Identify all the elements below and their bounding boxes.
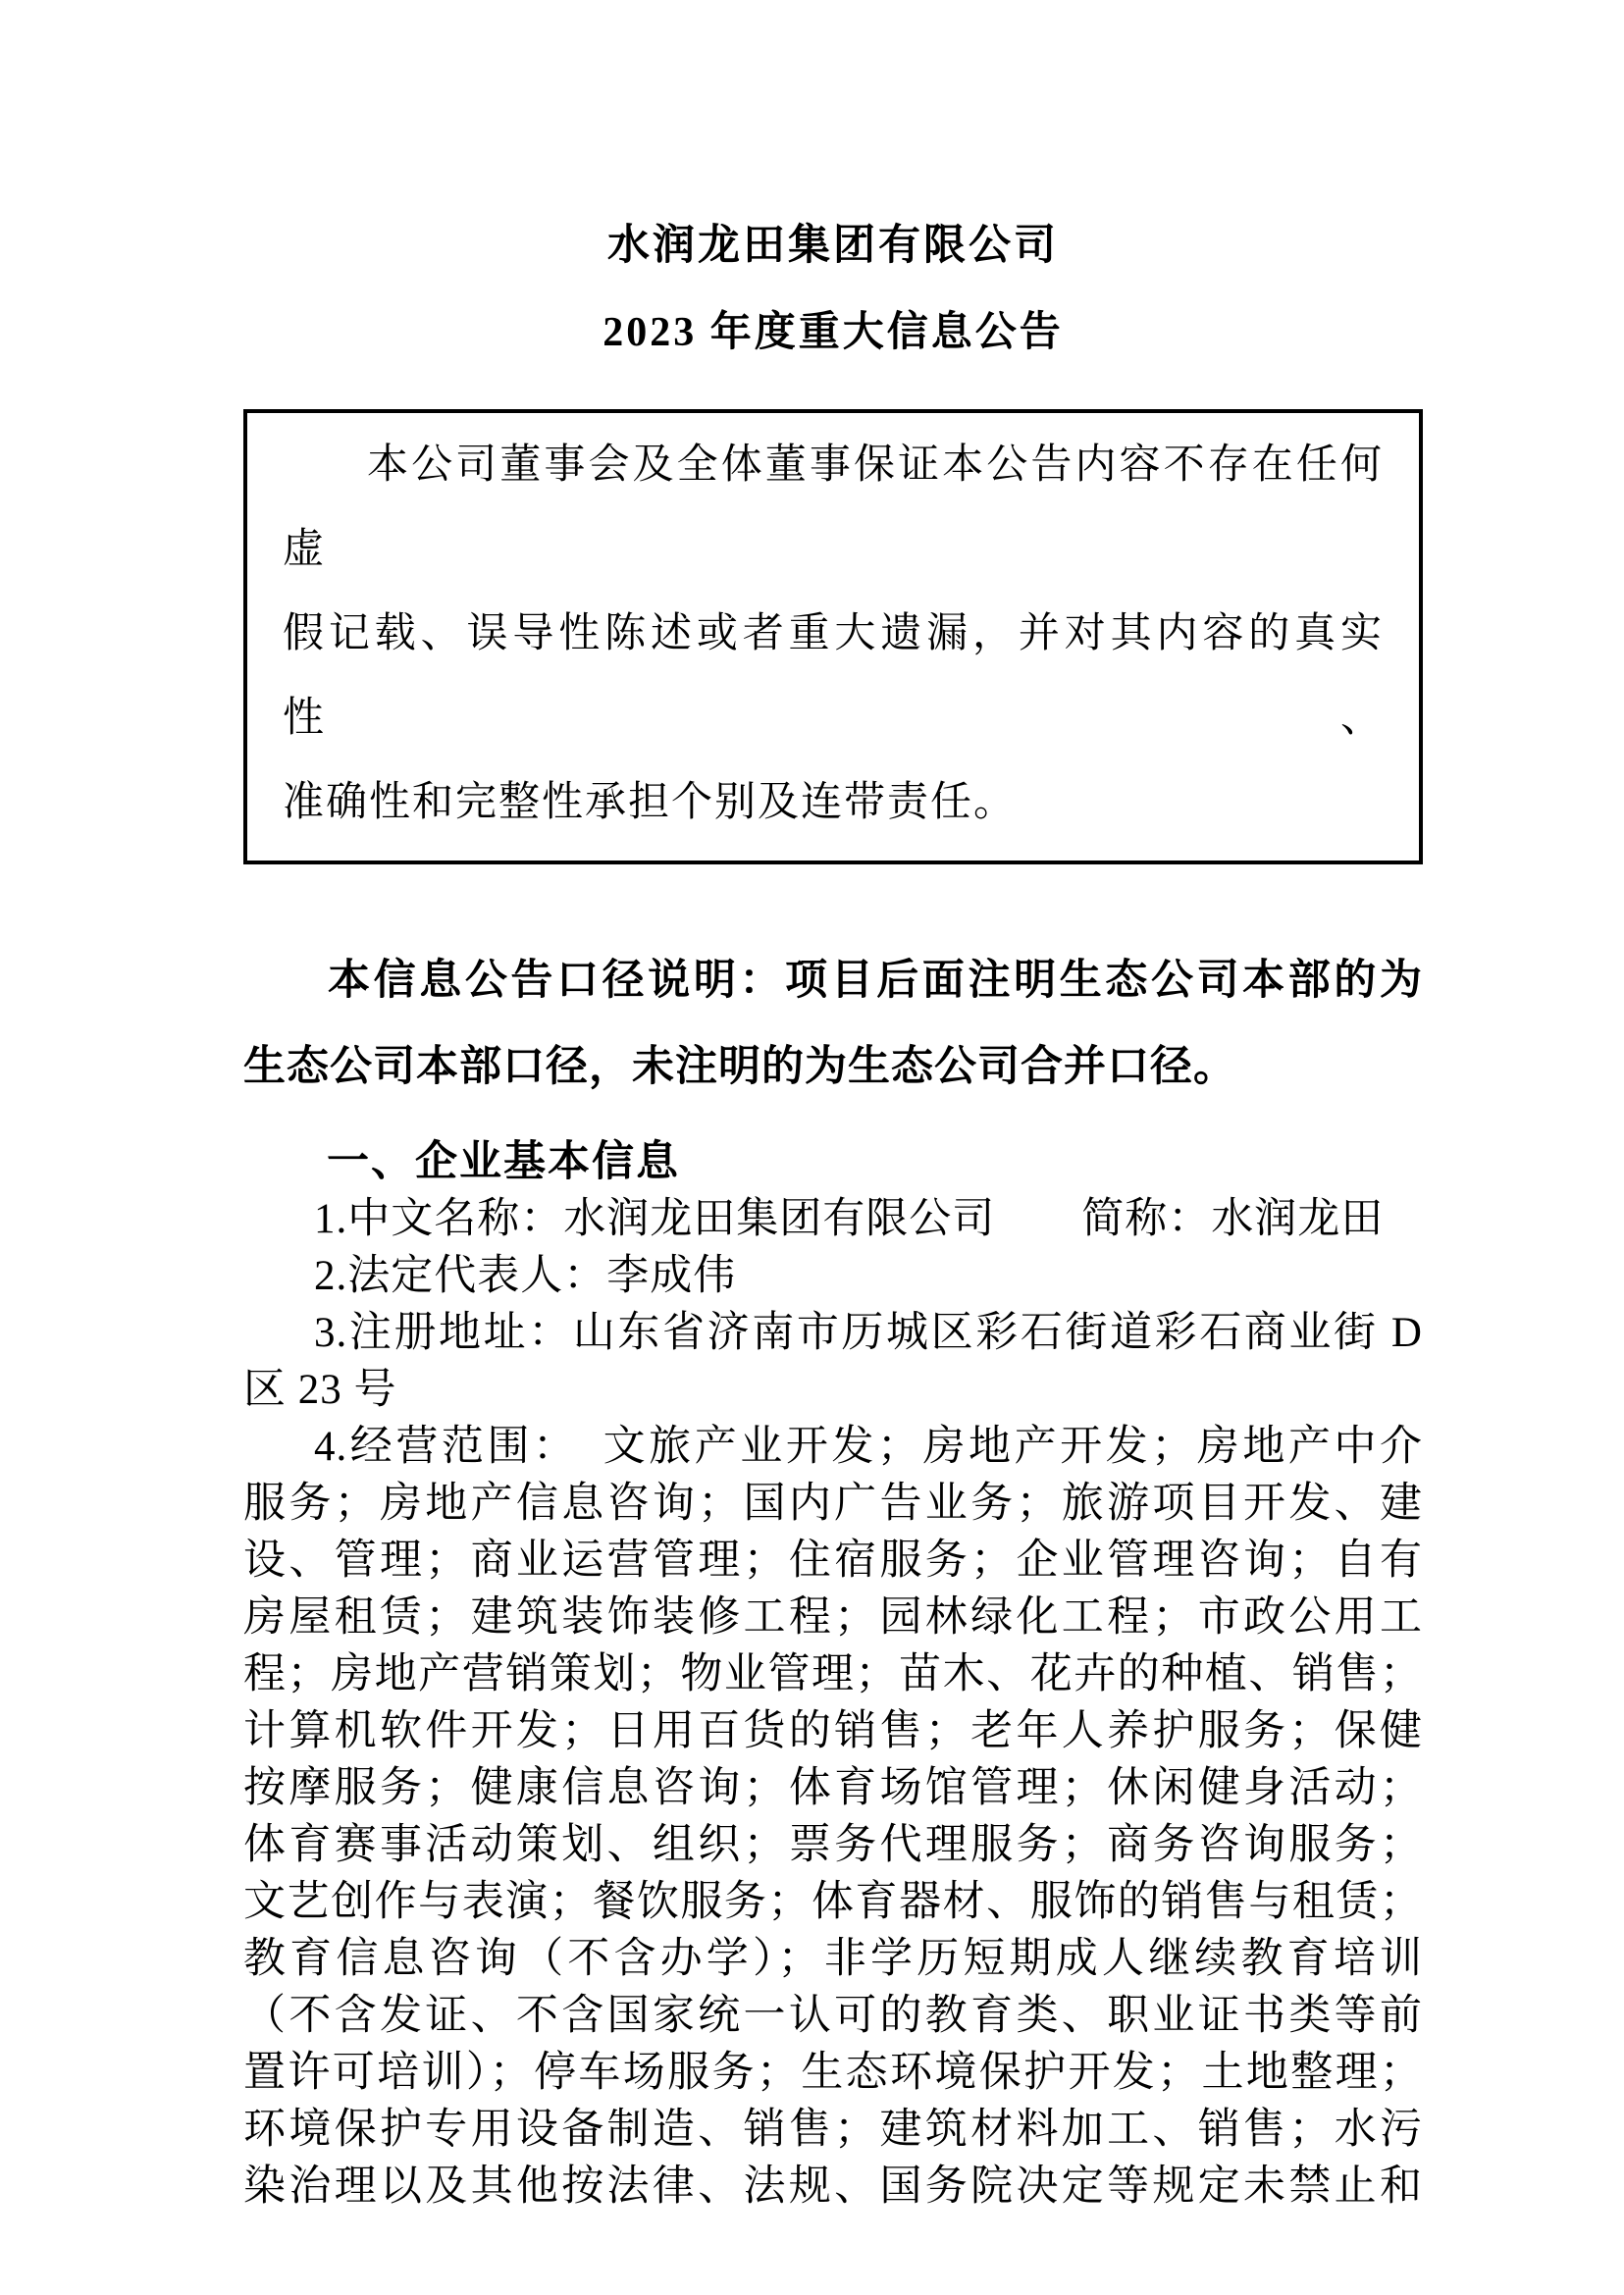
body-text-line: 置许可培训）；停车场服务；生态环境保护开发；土地整理； bbox=[243, 2050, 1423, 2096]
body-text-line: 按摩服务；健康信息咨询；体育场馆管理；休闲健身活动； bbox=[243, 1765, 1423, 1811]
body-text-line: 教育信息咨询（不含办学）；非学历短期成人继续教育培训 bbox=[243, 1936, 1423, 1982]
body-text-line: 4.经营范围： 文旅产业开发；房地产开发；房地产中介 bbox=[314, 1424, 1423, 1470]
body-text-line: 程；房地产营销策划；物业管理；苗木、花卉的种植、销售； bbox=[243, 1651, 1423, 1697]
body-text-line: 服务；房地产信息咨询；国内广告业务；旅游项目开发、建 bbox=[243, 1481, 1423, 1527]
body-text-line: 文艺创作与表演；餐饮服务；体育器材、服饰的销售与租赁； bbox=[243, 1879, 1423, 1925]
body-text-line: 染治理以及其他按法律、法规、国务院决定等规定未禁止和 bbox=[243, 2164, 1423, 2210]
document-title: 水润龙田集团有限公司 bbox=[607, 223, 1059, 269]
body-text-line: 3.注册地址：山东省济南市历城区彩石街道彩石商业街 D bbox=[314, 1310, 1423, 1356]
body-text-line: 环境保护专用设备制造、销售；建筑材料加工、销售；水污 bbox=[243, 2107, 1423, 2153]
disclaimer-line: 准确性和完整性承担个别及连带责任。 bbox=[283, 780, 1018, 825]
disclaimer-line: 本公司董事会及全体董事保证本公告内容不存在任何虚 bbox=[283, 443, 1384, 572]
caliber-note-line: 生态公司本部口径，未注明的为生态公司合并口径。 bbox=[243, 1044, 1236, 1090]
body-text-line: 1.中文名称：水润龙田集团有限公司 简称：水润龙田 bbox=[314, 1196, 1385, 1242]
body-text-line: 体育赛事活动策划、组织；票务代理服务；商务咨询服务； bbox=[243, 1822, 1423, 1868]
basic-info-body bbox=[243, 1191, 1423, 2216]
caliber-note-paragraph bbox=[243, 938, 1423, 1111]
body-text-line: 区 23 号 bbox=[243, 1367, 397, 1413]
disclaimer-line: 假记载、误导性陈述或者重大遗漏，并对其内容的真实性、 bbox=[283, 611, 1384, 741]
disclaimer-box bbox=[243, 409, 1423, 864]
body-text-line: 设、管理；商业运营管理；住宿服务；企业管理咨询；自有 bbox=[243, 1538, 1423, 1584]
section-heading-basic-info: 一、企业基本信息 bbox=[327, 1139, 680, 1185]
body-text-line: 2.法定代表人：李成伟 bbox=[314, 1253, 737, 1299]
body-text-line: （不含发证、不含国家统一认可的教育类、职业证书类等前 bbox=[243, 1993, 1423, 2039]
caliber-note-line: 本信息公告口径说明：项目后面注明生态公司本部的为 bbox=[328, 958, 1423, 1004]
body-text-line: 计算机软件开发；日用百货的销售；老年人养护服务；保健 bbox=[243, 1708, 1423, 1754]
body-text-line: 房屋租赁；建筑装饰装修工程；园林绿化工程；市政公用工 bbox=[243, 1594, 1423, 1641]
document-subtitle: 2023 年度重大信息公告 bbox=[602, 310, 1064, 355]
